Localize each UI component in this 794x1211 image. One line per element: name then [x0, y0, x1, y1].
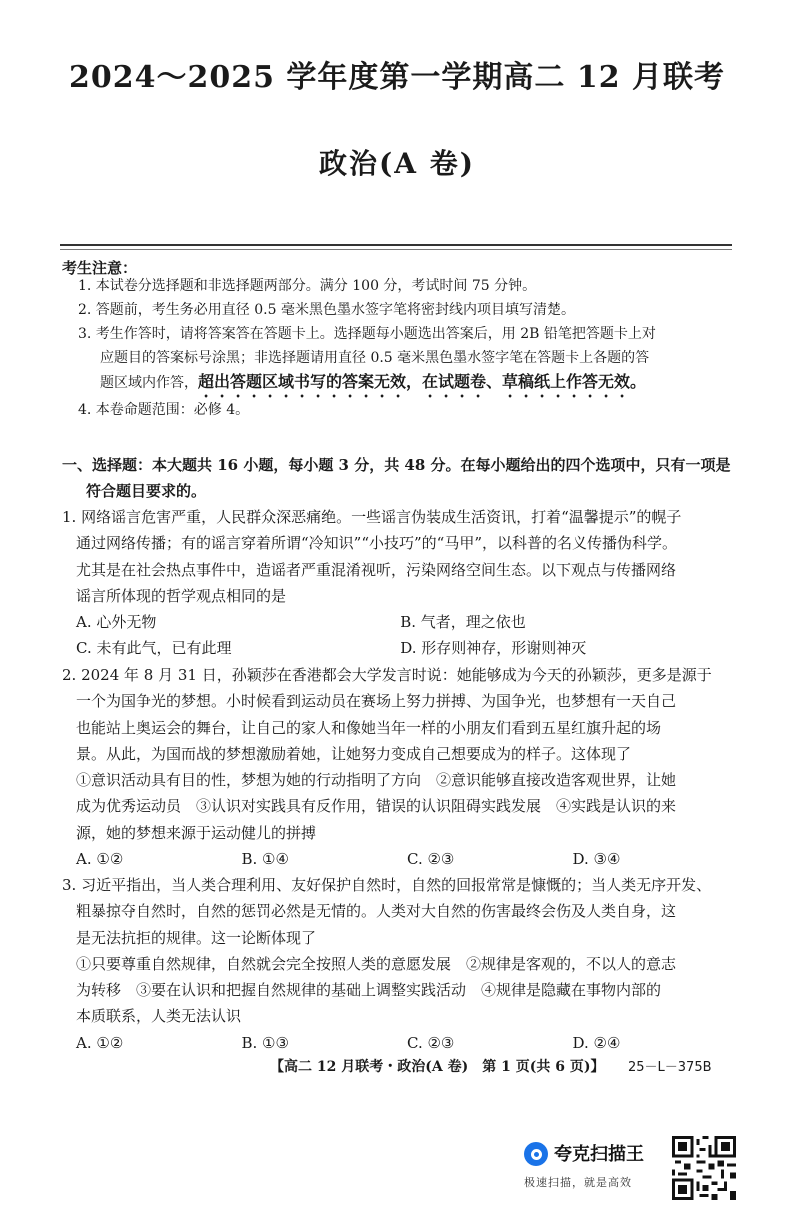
question-2-line: 景。从此，为国而战的梦想激励着她，让她努力变成自己想要成为的样子。这体现了: [76, 744, 632, 763]
section-line-2: 符合题目要求的。: [86, 482, 207, 500]
option-a[interactable]: A. 心外无物: [76, 613, 157, 632]
question-3: [62, 872, 738, 1056]
question-1-line: 1. 网络谣言危害严重，人民群众深恶痛绝。一些谣言伪装成生活资讯，打着“温馨提示”的幌子: [62, 508, 682, 526]
question-1-line: 通过网络传播；有的谣言穿着所谓“冷知识”“小技巧”的“马甲”，以科普的名义传播伪科学。: [76, 534, 678, 553]
option-c[interactable]: C. ②③: [407, 850, 455, 869]
footer-page-info: 【高二 12 月联考・政治(A 卷) 第 1 页(共 6 页)】: [270, 1059, 605, 1075]
notice-item-3: [78, 322, 738, 401]
exam-subtitle: 政治(A 卷): [319, 147, 475, 180]
question-3-line: 为转移 ③要在认识和把握自然规律的基础上调整实践活动 ④规律是隐藏在事物内部的: [76, 981, 662, 1000]
notice-item-3-line-3: [78, 370, 738, 401]
question-3-line: ①只要尊重自然规律，自然就会完全按照人类的意愿发展 ②规律是客观的，不以人的意志: [76, 954, 677, 973]
notice-heading: 考生注意：: [62, 259, 138, 277]
notice-item-4: 4. 本卷命题范围：必修 4。: [78, 402, 250, 418]
notice-emphasis-dotted: 超出答题区域书写的答案无效，在试题卷、草稿纸上作答无效。: [198, 372, 647, 391]
question-1-options-row-2: [62, 635, 738, 661]
question-2-line: 一个为国争光的梦想。小时候看到运动员在赛场上努力拼搏、为国争光，也梦想有一天自己: [76, 692, 677, 711]
notice-item-3-line-2: 应题目的答案标号涂黑；非选择题请用直径 0.5 毫米黑色墨水签字笔在答题卡上各题的答: [100, 350, 650, 366]
notice-item-3-line-3-start: 题区域内作答，: [100, 375, 198, 391]
question-1-options-row-1: [62, 609, 738, 635]
notice-item-2: 2. 答题前，考生务必用直径 0.5 毫米黑色墨水签字笔将密封线内项目填写清楚。: [78, 302, 575, 318]
question-2-line: 成为优秀运动员 ③认识对实践具有反作用，错误的认识阻碍实践发展 ④实践是认识的来: [76, 797, 677, 816]
exam-title: 2024～2025 学年度第一学期高二 12 月联考: [68, 60, 726, 95]
question-2-line: 2. 2024 年 8 月 31 日，孙颖莎在香港都会大学发言时说：她能够成为今天的孙颖莎，更多是源于: [62, 666, 712, 684]
section-line-1: 一、选择题：本大题共 16 小题，每小题 3 分，共 48 分。在每小题给出的四个选项中，只有一项是: [62, 456, 731, 474]
question-3-line: 3. 习近平指出，当人类合理利用、友好保护自然时，自然的回报常常是慷慨的；当人类无序开发、: [62, 876, 712, 894]
notice-emphasis: [198, 372, 646, 391]
option-d[interactable]: D. 形存则神存，形谢则神灭: [400, 639, 587, 658]
divider: [60, 244, 732, 246]
notice-item-3-line-1: 3. 考生作答时，请将答案答在答题卡上。选择题每小题选出答案后，用 2B 铅笔把答题卡上对: [78, 326, 656, 342]
section-heading: [62, 452, 736, 504]
question-2: [62, 662, 738, 872]
qr-code-icon: [672, 1136, 736, 1200]
option-b[interactable]: B. ①④: [241, 850, 289, 869]
notice-item-1: 1. 本试卷分选择题和非选择题两部分。满分 100 分，考试时间 75 分钟。: [78, 278, 537, 294]
footer-code: 25－L－375B: [628, 1060, 712, 1075]
question-3-line: 是无法抗拒的规律。这一论断体现了: [76, 928, 317, 947]
quark-logo-icon: [524, 1142, 548, 1166]
option-a[interactable]: A. ①②: [76, 1033, 124, 1052]
option-d[interactable]: D. ③④: [572, 850, 621, 869]
option-d[interactable]: D. ②④: [572, 1033, 621, 1052]
question-2-options: [62, 846, 738, 872]
question-3-line: 本质联系，人类无法认识: [76, 1007, 242, 1026]
scanner-slogan: 极速扫描，就是高效: [524, 1176, 632, 1189]
question-2-line: ①意识活动具有目的性，梦想为她的行动指明了方向 ②意识能够直接改造客观世界，让她: [76, 771, 677, 790]
question-3-options: [62, 1030, 738, 1056]
question-2-line: 源，她的梦想来源于运动健儿的拼搏: [76, 823, 317, 842]
option-b[interactable]: B. ①③: [241, 1033, 289, 1052]
question-2-line: 也能站上奥运会的舞台，让自己的家人和像她当年一样的小朋友们看到五星红旗升起的场: [76, 718, 662, 737]
scanner-name: 夸克扫描王: [554, 1144, 644, 1165]
question-3-line: 粗暴掠夺自然时，自然的惩罚必然是无情的。人类对大自然的伤害最终会伤及人类自身，这: [76, 902, 677, 921]
option-c[interactable]: C. ②③: [407, 1033, 455, 1052]
option-b[interactable]: B. 气者，理之依也: [400, 613, 526, 632]
scanner-watermark: [520, 1136, 670, 1196]
question-1: [62, 504, 738, 662]
option-c[interactable]: C. 未有此气，已有此理: [76, 639, 232, 658]
question-1-line: 尤其是在社会热点事件中，造谣者严重混淆视听，污染网络空间生态。以下观点与传播网络: [76, 560, 677, 579]
option-a[interactable]: A. ①②: [76, 850, 124, 869]
question-1-line: 谣言所体现的哲学观点相同的是: [76, 586, 287, 605]
divider-thin: [60, 249, 732, 250]
